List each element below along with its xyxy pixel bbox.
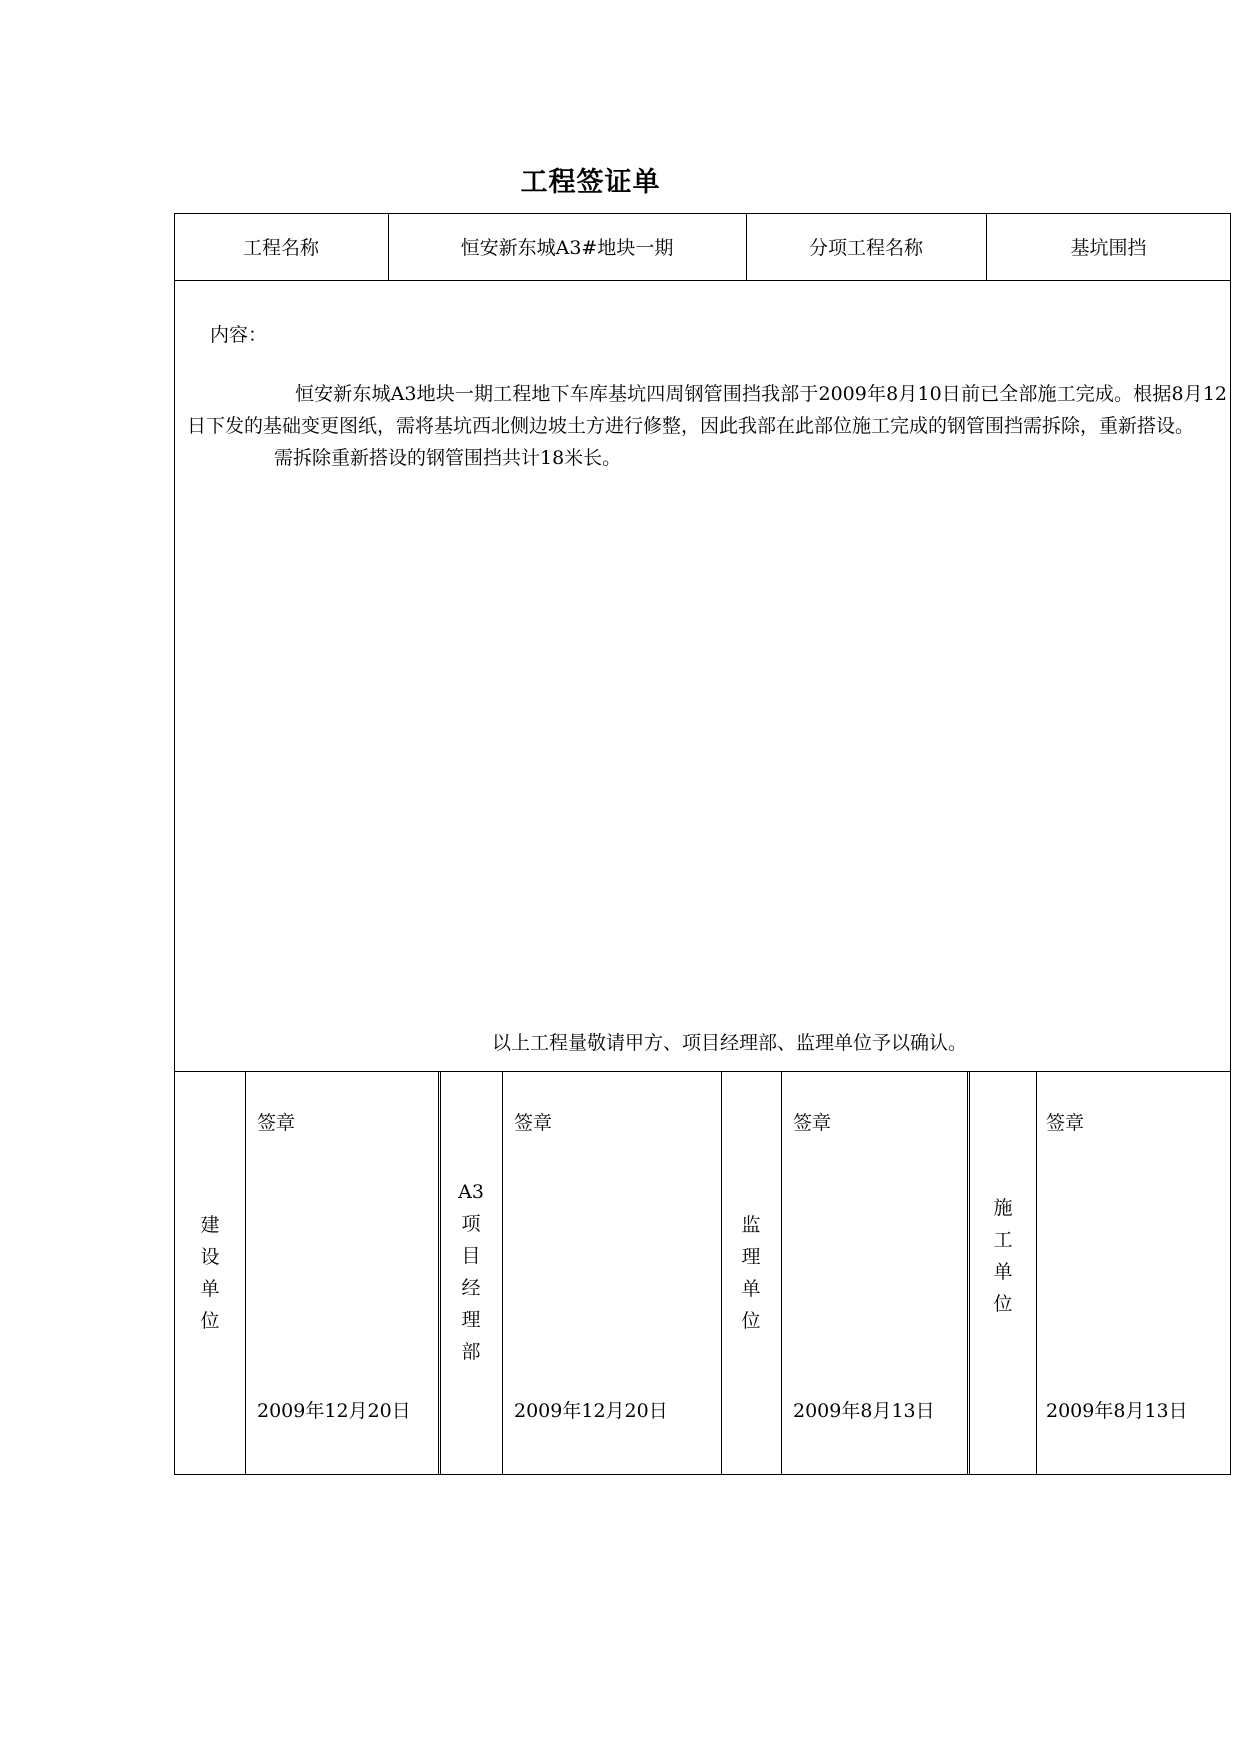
sig-col-divider [438, 1071, 439, 1475]
owner-sign-label: 签章 [257, 1112, 296, 1134]
party-supervision: 监 理 单 位 [741, 1214, 761, 1332]
sig-col-divider [721, 1071, 722, 1475]
sig-col-divider [245, 1071, 246, 1475]
header-row-divider [174, 280, 1231, 281]
party-construction-owner: 建 设 单 位 [200, 1214, 220, 1332]
owner-sign-date: 2009年12月20日 [257, 1400, 411, 1422]
project-name-label: 工程名称 [242, 237, 319, 259]
sig-col-divider [781, 1071, 782, 1475]
pm-sign-date: 2009年12月20日 [514, 1400, 668, 1422]
sig-col-divider [969, 1071, 970, 1475]
contractor-sign-date: 2009年8月13日 [1046, 1400, 1188, 1422]
sig-col-divider [967, 1071, 968, 1475]
supervision-sign-date: 2009年8月13日 [793, 1400, 935, 1422]
pm-sign-label: 签章 [514, 1112, 553, 1134]
content-paragraph-2: 需拆除重新搭设的钢管围挡共计18米长。 [274, 447, 622, 469]
sig-col-divider [502, 1071, 503, 1475]
contractor-sign-label: 签章 [1046, 1112, 1085, 1134]
content-label: 内容： [210, 324, 268, 346]
subproject-value: 基坑围挡 [1070, 237, 1147, 259]
content-body [187, 378, 1227, 474]
party-contractor: 施 工 单 位 [993, 1197, 1013, 1315]
document-title-text: 工程签证单 [520, 167, 661, 198]
content-paragraph-1: 恒安新东城A3地块一期工程地下车库基坑四周钢管围挡我部于2009年8月10日前已全部施工完成。根据8月12日下发的基础变更图纸，需将基坑西北侧边坡土方进行修整，因此我部在此部位施工完成的钢管围挡需拆除，重新搭设。 [187, 383, 1227, 437]
party-project-management: A3 项 目 经 理 部 [458, 1181, 484, 1363]
subproject-label: 分项工程名称 [808, 237, 923, 259]
sig-col-divider [1036, 1071, 1037, 1475]
confirm-request: 以上工程量敬请甲方、项目经理部、监理单位予以确认。 [492, 1032, 968, 1054]
supervision-sign-label: 签章 [793, 1112, 832, 1134]
signature-row-divider [174, 1071, 1231, 1072]
document-title [0, 160, 1241, 199]
sig-col-divider [440, 1071, 441, 1475]
project-name-value: 恒安新东城A3#地块一期 [460, 237, 674, 259]
